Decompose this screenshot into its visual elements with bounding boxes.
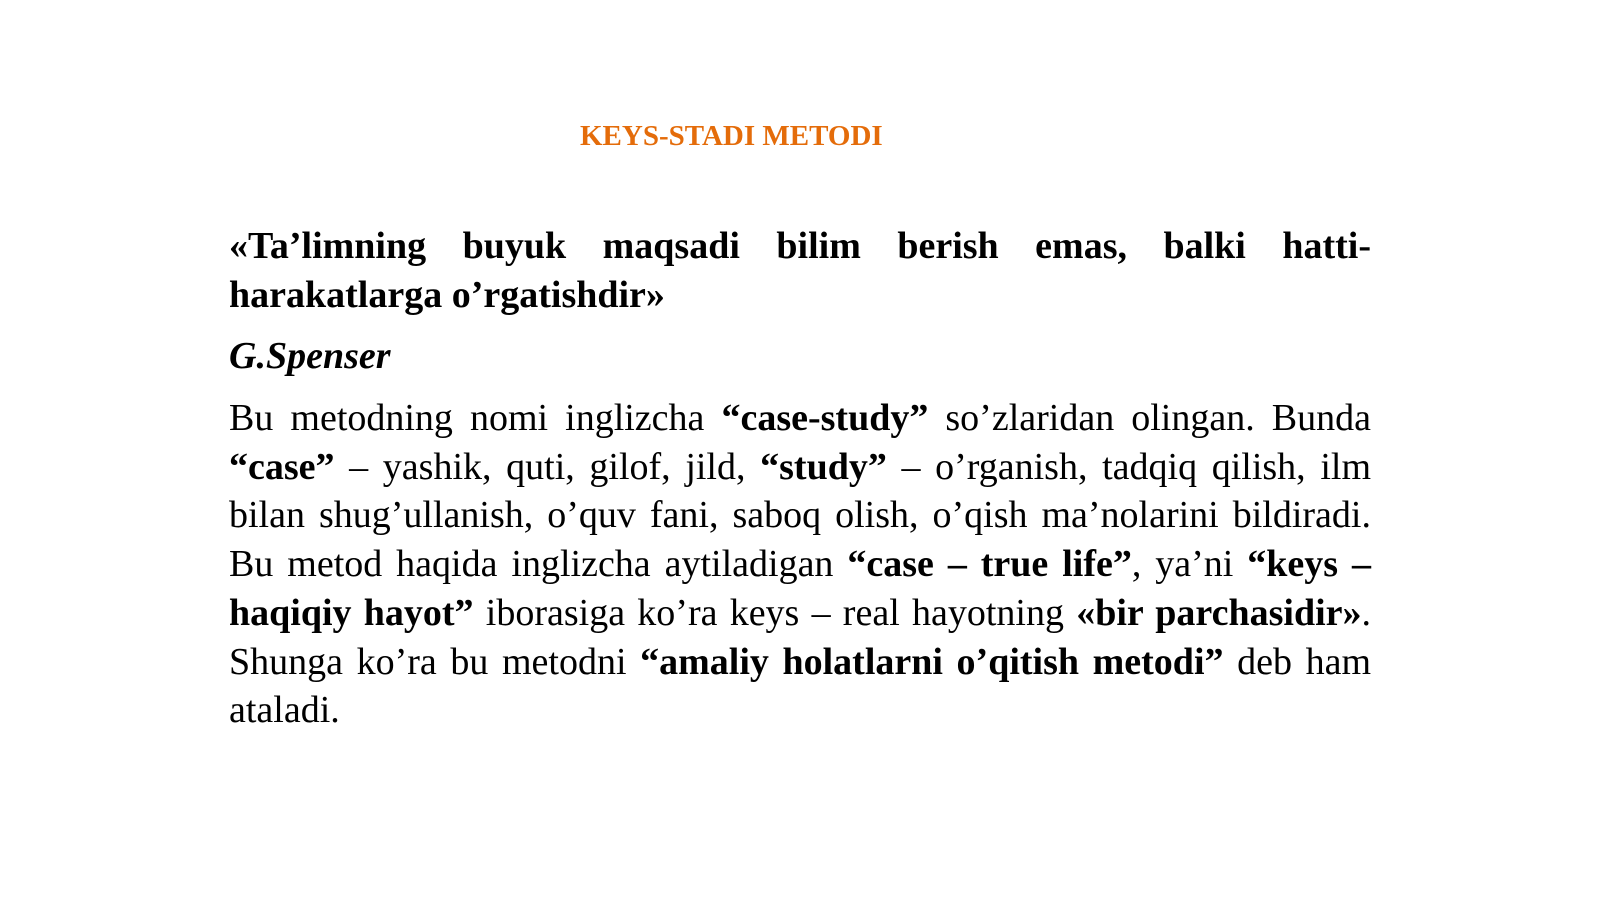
quote-text: «Ta’limning buyuk maqsadi bilim berish emas, balki hatti-harakatlarga o’rgatishdir»: [229, 225, 1371, 316]
desc-term-case: “case”: [229, 445, 335, 488]
desc-text: – o’rganish, tadqiq qilish, ilm bilan shug’ullanish, o’quv fani, saboq olish, o’qish ma’nolarini bildiradi. Bu metod haqida inglizcha aytiladigan: [229, 445, 1371, 586]
desc-text: . Shunga ko’ra bu metodni: [229, 591, 1372, 683]
desc-text: so’zlaridan olingan. Bunda: [928, 397, 1371, 439]
desc-text: iborasiga ko’ra keys – real hayotning: [473, 591, 1077, 634]
desc-term-case-true-life: “case – true life”: [847, 543, 1132, 586]
desc-term-amaliy-holatlar: “amaliy holatlarni o’qitish metodi”: [640, 640, 1224, 683]
method-description: [229, 394, 1371, 735]
desc-text: – yashik, quti, gilof, jild,: [334, 445, 761, 488]
quote-author: G.Spenser: [229, 335, 391, 377]
desc-text: deb ham ataladi.: [229, 640, 1372, 732]
slide-content: [229, 222, 1371, 735]
desc-term-case-study: “case-study”: [721, 397, 929, 439]
desc-term-bir-parchasidir: «bir parchasidir»: [1076, 591, 1362, 634]
slide-title: KEYS-STADI METODI: [580, 120, 883, 152]
desc-term-keys-hayot: “keys – haqiqiy hayot”: [229, 543, 1371, 634]
desc-text: Bu metodning nomi inglizcha: [229, 397, 722, 439]
desc-term-study: “study”: [760, 445, 887, 488]
desc-text: , ya’ni: [1131, 543, 1248, 586]
